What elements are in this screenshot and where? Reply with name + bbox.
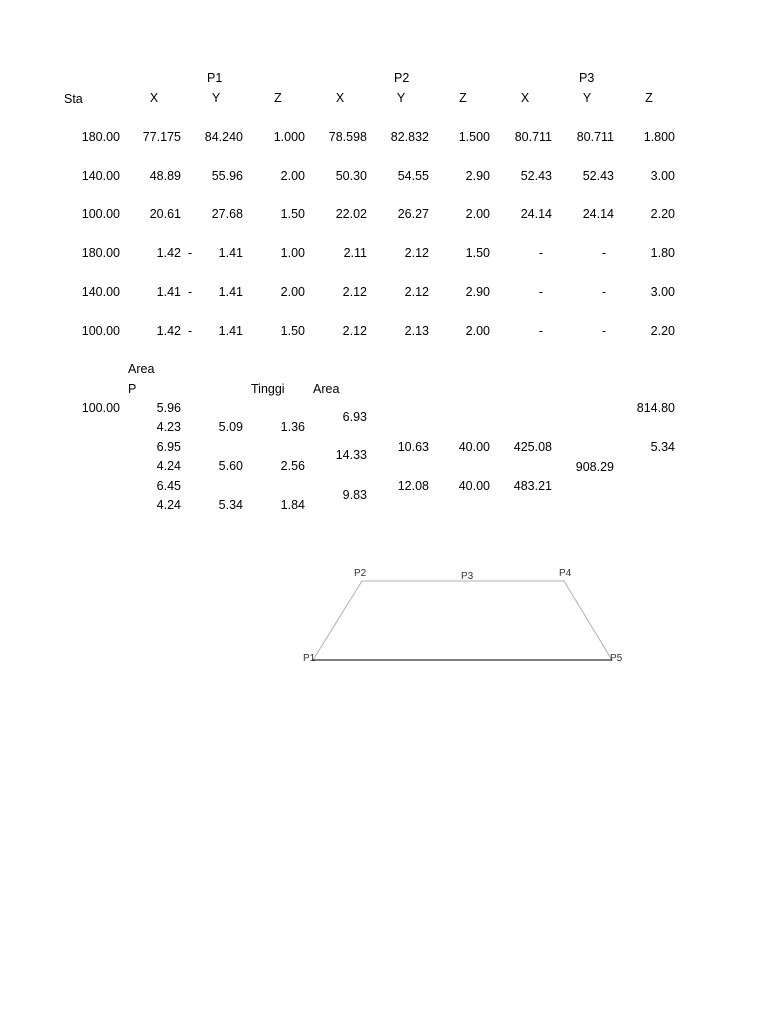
header-p3-x: X [520, 91, 530, 105]
cell-p1-y: 1.41 [218, 285, 243, 299]
cell-sta: 140.00 [81, 169, 120, 183]
cell-sta: 100.00 [81, 207, 120, 221]
cell-p1-x: 1.42 [156, 246, 181, 260]
col-c-value: 425.08 [513, 440, 552, 454]
mid-value: 5.34 [218, 498, 243, 512]
header-p2-y: Y [396, 91, 406, 105]
header-p1-z: Z [274, 91, 282, 105]
total-814: 814.80 [636, 401, 675, 415]
cell-p2-z: 1.500 [458, 130, 490, 144]
cell-sta: 180.00 [81, 246, 120, 260]
mid-value: 5.09 [218, 420, 243, 434]
cell-p2-y: 26.27 [397, 207, 429, 221]
cell-p1-x: 1.41 [156, 285, 181, 299]
point-label-p5: P5 [610, 653, 623, 664]
cell-p2-x: 78.598 [328, 130, 367, 144]
cell-p2-x: 50.30 [335, 169, 367, 183]
p-value: 6.45 [156, 479, 181, 493]
cell-p1-x: 20.61 [149, 207, 181, 221]
cell-p3-y: - [601, 246, 607, 260]
cell-p2-z: 2.00 [465, 207, 490, 221]
point-label-p4: P4 [559, 568, 572, 579]
cell-p2-z: 1.50 [465, 246, 490, 260]
point-label-p1: P1 [303, 653, 316, 664]
total-908: 908.29 [575, 460, 614, 474]
cell-p1-z: 2.00 [280, 285, 305, 299]
cell-p1-z: 1.50 [280, 324, 305, 338]
area-sta: 100.00 [81, 401, 120, 415]
cell-p2-y: 2.12 [404, 285, 429, 299]
p-value: 4.24 [156, 459, 181, 473]
area-value: 6.93 [342, 410, 367, 424]
cell-p1-y: 27.68 [211, 207, 243, 221]
area2-label: Area [313, 382, 340, 396]
mid-value: 5.60 [218, 459, 243, 473]
cell-p3-x: - [538, 246, 544, 260]
cell-p3-y: 24.14 [582, 207, 614, 221]
cell-p3-z: 2.20 [650, 324, 675, 338]
dash-marker: - [188, 324, 193, 338]
tinggi-value: 1.84 [280, 498, 305, 512]
cell-p2-y: 2.12 [404, 246, 429, 260]
header-p3-y: Y [582, 91, 592, 105]
area-label: Area [128, 362, 155, 376]
group-header-p2: P2 [394, 71, 410, 85]
area-value: 14.33 [335, 448, 367, 462]
cell-p2-x: 22.02 [335, 207, 367, 221]
cell-p1-y: 84.240 [204, 130, 243, 144]
cell-p2-x: 2.12 [342, 285, 367, 299]
cell-p3-y: 80.711 [576, 130, 614, 144]
group-header-p3: P3 [579, 71, 595, 85]
cell-p1-y: 1.41 [218, 246, 243, 260]
cell-p2-z: 2.00 [465, 324, 490, 338]
point-label-p3: P3 [461, 571, 474, 582]
header-p1-x: X [149, 91, 159, 105]
tinggi-label: Tinggi [251, 382, 285, 396]
cell-p1-y: 1.41 [218, 324, 243, 338]
group-header-p1: P1 [207, 71, 223, 85]
cell-p3-y: - [601, 285, 607, 299]
cell-p1-y: 55.96 [211, 169, 243, 183]
cell-p1-z: 1.50 [280, 207, 305, 221]
cell-p1-z: 1.00 [280, 246, 305, 260]
cell-sta: 140.00 [81, 285, 120, 299]
cell-p3-x: - [538, 285, 544, 299]
p-value: 6.95 [156, 440, 181, 454]
area-value: 9.83 [342, 488, 367, 502]
tinggi-value: 2.56 [280, 459, 305, 473]
header-p3-z: Z [645, 91, 653, 105]
cell-p3-x: 24.14 [520, 207, 552, 221]
cell-p3-z: 1.80 [650, 246, 675, 260]
header-sta: Sta [64, 92, 83, 106]
p-value: 4.24 [156, 498, 181, 512]
cell-p3-x: 52.43 [520, 169, 552, 183]
p-label: P [128, 382, 137, 396]
point-label-p2: P2 [354, 568, 367, 579]
header-p1-y: Y [211, 91, 221, 105]
cell-p3-x: 80.711 [514, 130, 552, 144]
cell-p2-y: 82.832 [390, 130, 429, 144]
cell-p3-y: - [601, 324, 607, 338]
col-b-value: 40.00 [458, 479, 490, 493]
cell-sta: 100.00 [81, 324, 120, 338]
cell-p2-y: 2.13 [404, 324, 429, 338]
p-value: 5.96 [156, 401, 181, 415]
cell-p1-x: 77.175 [142, 130, 181, 144]
cell-p1-z: 1.000 [273, 130, 305, 144]
value-534: 5.34 [650, 440, 675, 454]
cell-p2-z: 2.90 [465, 169, 490, 183]
cell-p3-z: 3.00 [650, 285, 675, 299]
cell-p2-x: 2.12 [342, 324, 367, 338]
cell-p1-x: 48.89 [149, 169, 181, 183]
cell-p2-z: 2.90 [465, 285, 490, 299]
cell-p2-y: 54.55 [397, 169, 429, 183]
col-a-value: 12.08 [397, 479, 429, 493]
header-p2-z: Z [459, 91, 467, 105]
dash-marker: - [188, 285, 193, 299]
cell-p3-x: - [538, 324, 544, 338]
cell-p1-x: 1.42 [156, 324, 181, 338]
cell-p3-z: 3.00 [650, 169, 675, 183]
cell-p3-z: 2.20 [650, 207, 675, 221]
header-p2-x: X [335, 91, 345, 105]
col-a-value: 10.63 [397, 440, 429, 454]
cell-p3-y: 52.43 [582, 169, 614, 183]
tinggi-value: 1.36 [280, 420, 305, 434]
trapezoid-outline [313, 581, 612, 660]
cell-p1-z: 2.00 [280, 169, 305, 183]
cell-p2-x: 2.11 [343, 246, 367, 260]
p-value: 4.23 [156, 420, 181, 434]
cell-p3-z: 1.800 [643, 130, 675, 144]
col-b-value: 40.00 [458, 440, 490, 454]
dash-marker: - [188, 246, 193, 260]
cell-sta: 180.00 [81, 130, 120, 144]
col-c-value: 483.21 [513, 479, 552, 493]
